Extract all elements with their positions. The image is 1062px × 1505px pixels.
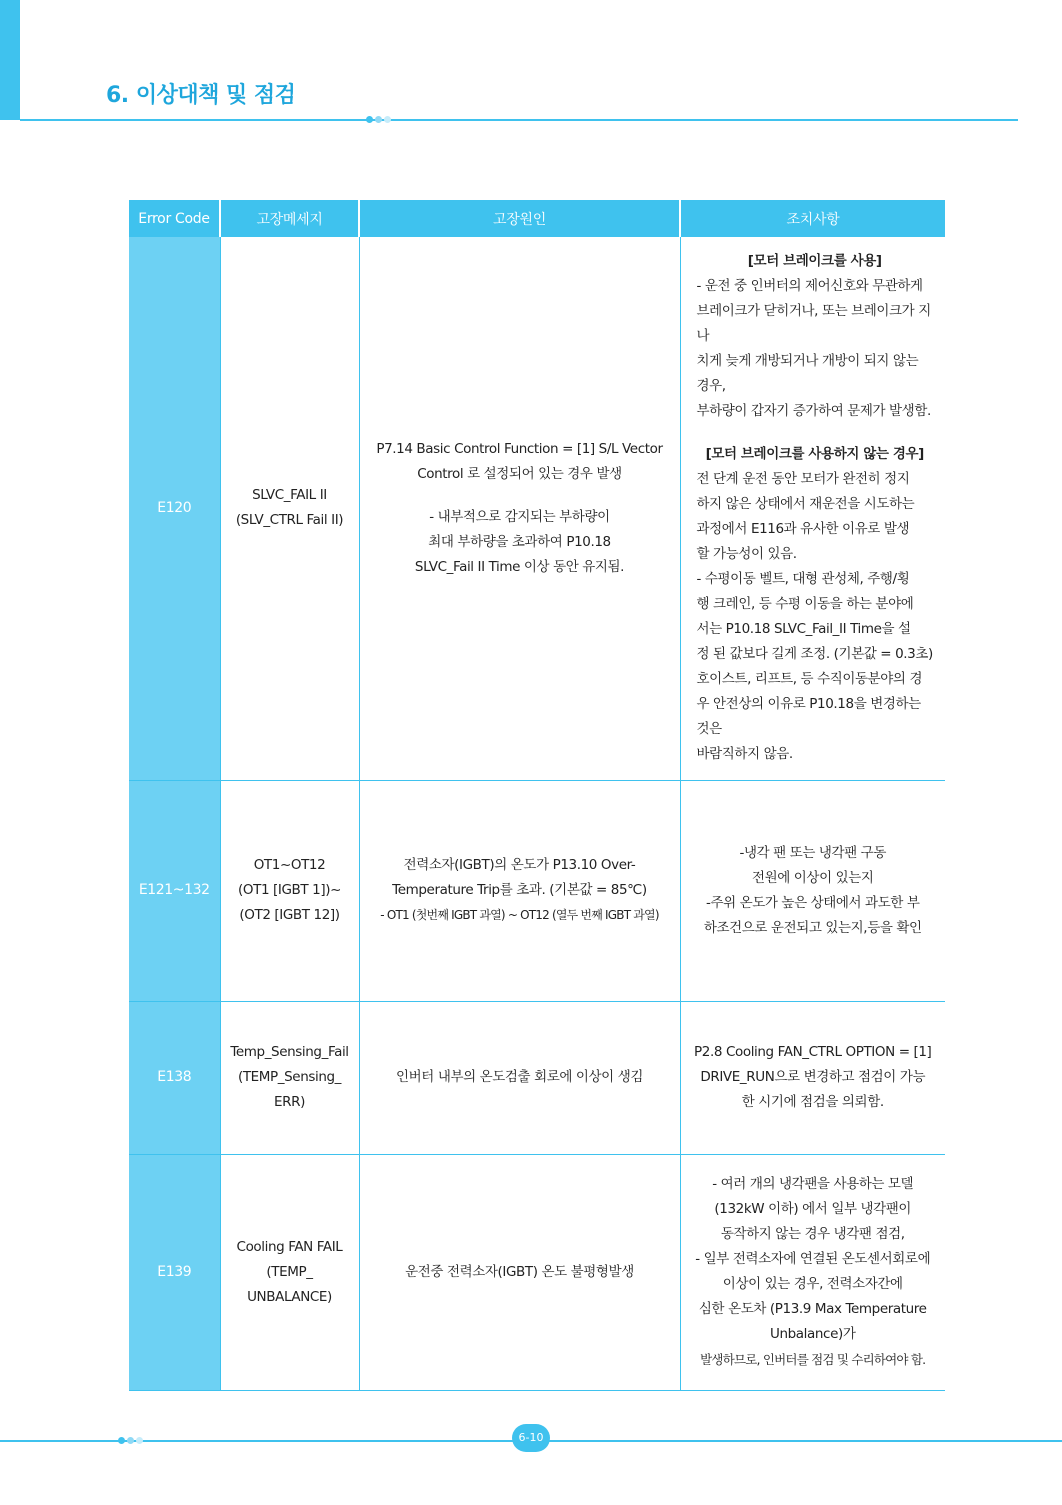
side-accent-bar	[0, 0, 20, 120]
header-dots	[366, 116, 391, 123]
header-message: 고장메세지	[220, 200, 359, 237]
error-action: [모터 브레이크를 사용] - 운전 중 인버터의 제어신호와 무관하게 브레이크가 닫히거나, 또는 브레이크가 지나 치게 늦게 개방되거나 개방이 되지 않는 경우, 부하량이 갑자기 증가하여 문제가 발생함. [모터 브레이크를 사용하지 않는 경우] 전 단계 운전 동안 모터가 완전히 정지 하지 않은 상태에서 재운전을 시도하는 과정에서 E116과 유사한 이유로 발생 할 가능성이 있음. - 수평이동 벨트, 대형 관성체, 주행/횡 행 크레인, 등 수평 이동을 하는 분야에 서는 P10.18 SLVC_Fail_II Time을 설 정 된 값보다 길게 조정. (기본값 = 0.3초) 호이스트, 리프트, 등 수직이동분야의 경 우 안전상의 이유로 P10.18을 변경하는 것은 바람직하지 않음.	[680, 237, 945, 780]
error-action: P2.8 Cooling FAN_CTRL OPTION = [1] DRIVE_RUN으로 변경하고 점검이 가능 한 시기에 점검을 의뢰함.	[680, 1001, 945, 1154]
page-title: 6. 이상대책 및 점검	[106, 83, 296, 108]
error-cause: 인버터 내부의 온도검출 회로에 이상이 생김	[359, 1001, 680, 1154]
table-row	[129, 1001, 945, 1154]
header-error-code: Error Code	[129, 200, 220, 237]
table-row	[129, 1154, 945, 1390]
page-number: 6-10	[512, 1424, 550, 1452]
error-code: E139	[129, 1154, 220, 1390]
action-heading: [모터 브레이크를 사용하지 않는 경우]	[705, 446, 924, 463]
error-message: SLVC_FAIL II (SLV_CTRL Fail II)	[220, 237, 359, 780]
error-message: Temp_Sensing_Fail (TEMP_Sensing_ ERR)	[220, 1001, 359, 1154]
table-header-row	[129, 200, 945, 237]
footer-dots	[118, 1437, 143, 1444]
header-action: 조치사항	[680, 200, 945, 237]
error-cause: 전력소자(IGBT)의 온도가 P13.10 Over- Temperature Trip를 초과. (기본값 = 85℃) - OT1 (첫번째 IGBT 과열) ~ OT12 (열두 번째 IGBT 과열)	[359, 780, 680, 1001]
header-cause: 고장원인	[359, 200, 680, 237]
error-action: - 여러 개의 냉각팬을 사용하는 모델 (132kW 이하) 에서 일부 냉각팬이 동작하지 않는 경우 냉각팬 점검, - 일부 전력소자에 연결된 온도센서회로에 이상이 있는 경우, 전력소자간에 심한 온도차 (P13.9 Max Temperature Unbalance)가 발생하므로, 인버터를 점검 및 수리하여야 함.	[680, 1154, 945, 1390]
table-row	[129, 237, 945, 780]
error-cause: P7.14 Basic Control Function = [1] S/L Vector Control 로 설정되어 있는 경우 발생 - 내부적으로 감지되는 부하량이 최대 부하량을 초과하여 P10.18 SLVC_Fail II Time 이상 동안 유지됨.	[359, 237, 680, 780]
error-code: E121~132	[129, 780, 220, 1001]
error-message: OT1~OT12 (OT1 [IGBT 1])~ (OT2 [IGBT 12])	[220, 780, 359, 1001]
error-cause: 운전중 전력소자(IGBT) 온도 불평형발생	[359, 1154, 680, 1390]
error-action: -냉각 팬 또는 냉각팬 구동 전원에 이상이 있는지 -주위 온도가 높은 상태에서 과도한 부 하조건으로 운전되고 있는지,등을 확인	[680, 780, 945, 1001]
error-message: Cooling FAN FAIL (TEMP_ UNBALANCE)	[220, 1154, 359, 1390]
header-rule	[20, 119, 1018, 121]
error-code: E138	[129, 1001, 220, 1154]
action-heading: [모터 브레이크를 사용]	[747, 253, 882, 270]
table-row	[129, 780, 945, 1001]
error-table	[129, 200, 945, 1391]
error-code: E120	[129, 237, 220, 780]
